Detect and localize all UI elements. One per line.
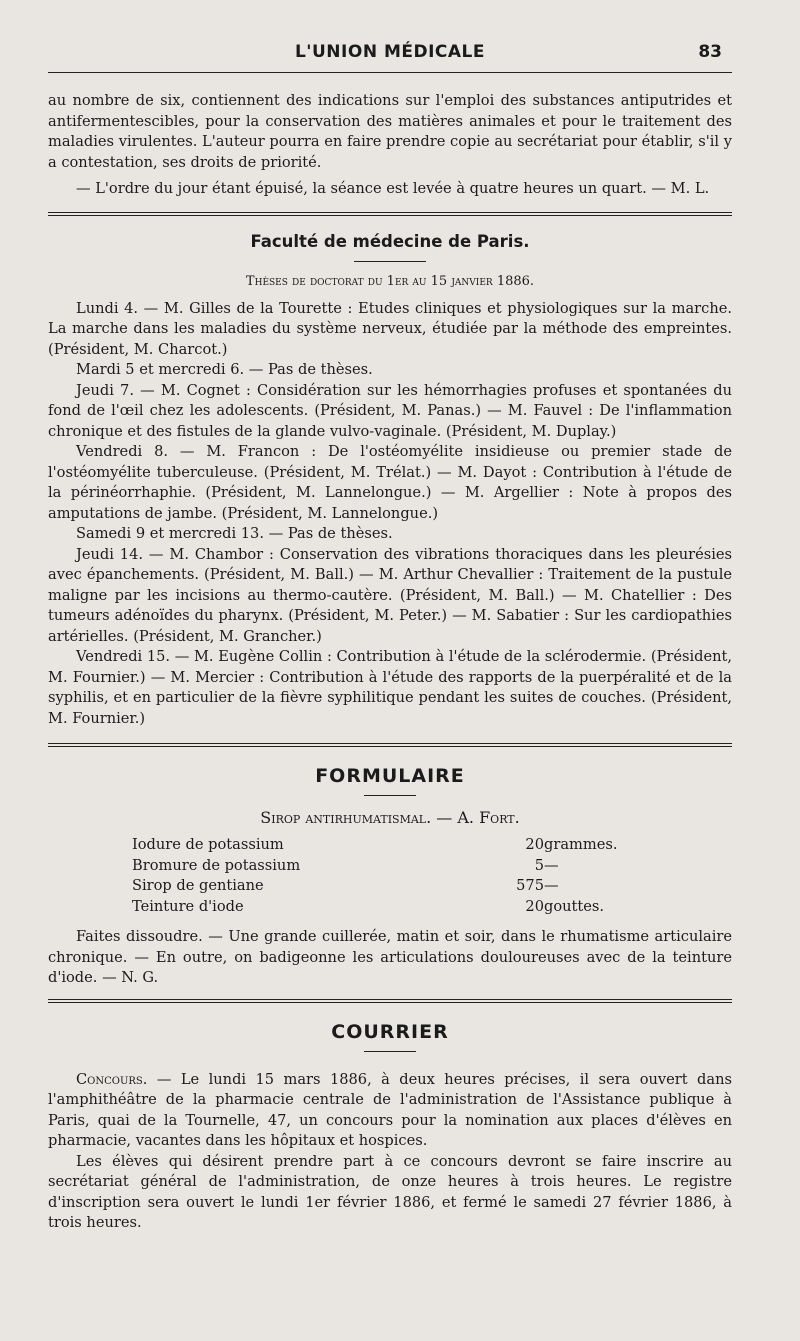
theses-entry: Samedi 9 et mercredi 13. — Pas de thèses. [76,525,393,542]
ingredient-unit: grammes. [544,836,618,853]
theses-entry: Jeudi 14. — M. Chambor : Conservation des vibrations thoraciques dans les pleurésies avec épanchements. (Président, M. Ball.) — M. Arthur Chevallier : Traitement de la pustule maligne par les incisions au thermo-cautère. (Président, M. Ball.) — M. Chatellier : Des tumeurs adénoïdes du pharynx. (Président, M. Peter.) — M. Sabatier : Sur les cardiopathies artérielles. (Président, M. Grancher.) [48,545,732,645]
ingredient-row [132,856,624,877]
ingredient-qty: 20 [525,836,544,853]
ingredient-name: Bromure de potassium [132,856,301,874]
journal-page [48,30,732,1234]
faculte-title: Faculté de médecine de Paris. [250,231,530,251]
theses-entry: Mardi 5 et mercredi 6. — Pas de thèses. [76,361,373,378]
recipe-instructions: Faites dissoudre. — Une grande cuillerée, matin et soir, dans le rhumatisme articulaire chronique. — En outre, on badigeonne les articulations douloureuses avec de la teinture d'iode. — N. G. [48,928,732,986]
formulaire-title: FORMULAIRE [315,765,465,787]
ingredient-unit: — [544,877,559,894]
ingredient-row [132,897,624,918]
intro-paragraph: au nombre de six, contiennent des indications sur l'emploi des substances antiputrides et antifermentescibles, pour la conservation des matières animales et pour le traitement des maladies virulentes. L'auteur pourra en faire prendre copie au secrétariat pour établir, s'il y a contestation, ses droits de priorité. [48,92,732,171]
session-closing: — L'ordre du jour étant épuisé, la séance est levée à quatre heures un quart. — M. L. [76,180,710,197]
ingredient-qty: 5 [534,856,544,874]
ingredient-row [132,876,624,897]
ingredient-qty: 575 [516,877,544,894]
running-head [48,30,732,72]
recipe-table [132,835,624,917]
theses-entry: Jeudi 7. — M. Cognet : Considération sur les hémorrhagies profuses et spontanées du fond de l'œil chez les adolescents. (Président, M. Panas.) — M. Fauvel : De l'inflammation chronique et des fistules de la glande vulvo-vaginale. (Président, M. Duplay.) [48,381,732,440]
theses-entry: Vendredi 8. — M. Francon : De l'ostéomyélite insidieuse ou premier stade de l'ostéomyélite tuberculeuse. (Président, M. Trélat.) — M. Dayot : Contribution à l'étude de la périnéorrhaphie. (Président, M. Lannelongue.) — M. Argellier : Note à propos des amputations de jambe. (Président, M. Lannelongue.) [48,443,732,522]
ingredient-name: Teinture d'iode [132,897,244,915]
ingredient-row [132,835,624,856]
concours-paragraph [48,1070,732,1152]
theses-entry: Lundi 4. — M. Gilles de la Tourette : Etudes cliniques et physiologiques sur la marche. La marche dans les maladies du système nerveux, étudiée par la méthode des empreintes. (Président, M. Charcot.) [48,299,732,358]
theses-entry: Vendredi 15. — M. Eugène Collin : Contribution à l'étude de la sclérodermie. (Président, M. Fournier.) — M. Mercier : Contribution à l'étude des rapports de la puerpéralité et de la syphilis, et en particulier de la fièvre syphilitique pendant les suites de couches. (Président, M. Fournier.) [48,648,732,727]
ingredient-name: Iodure de potassium [132,836,284,853]
page-number: 83 [698,42,722,62]
ingredient-qty: 20 [525,897,544,915]
concours-text: — Le lundi 15 mars 1886, à deux heures précises, il sera ouvert dans l'amphithéâtre de la pharmacie centrale de l'administration de l'Assistance publique à Paris, quai de la Tournelle, 47, un concours pour la nomination aux places d'élèves en pharmacie, vacantes dans les hôpitaux et hospices. [48,1070,732,1149]
theses-list [48,299,732,730]
recipe-title: Sirop antirhumatismal. — A. Fort. [260,808,520,827]
theses-subtitle: Thèses de doctorat du 1er au 15 janvier 1886. [245,273,535,289]
journal-title: L'UNION MÉDICALE [294,42,486,62]
ingredient-unit: — [544,856,559,874]
inscription-paragraph: Les élèves qui désirent prendre part à ce concours devront se faire inscrire au secrétariat général de l'administration, de onze heures à trois heures. Le registre d'inscription sera ouvert le lundi 1er février 1886, et fermé le samedi 27 février 1886, à trois heures. [48,1152,732,1231]
ingredient-unit: gouttes. [544,897,605,915]
courrier-title: COURRIER [331,1020,449,1043]
concours-lead: Concours. [76,1070,148,1088]
ingredient-name: Sirop de gentiane [132,877,264,894]
